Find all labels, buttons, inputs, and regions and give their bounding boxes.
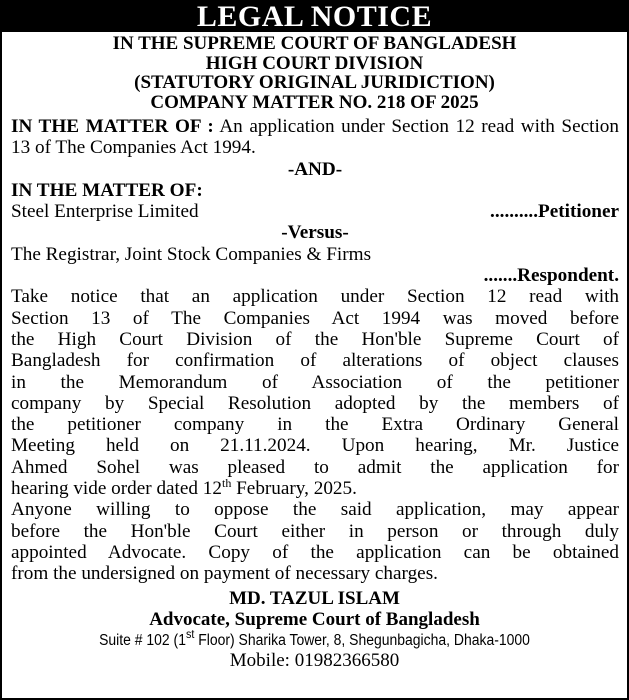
matter-two-label: IN THE MATTER OF: <box>11 179 203 201</box>
court-header <box>2 34 627 112</box>
petitioner-role: ..........Petitioner <box>490 201 619 223</box>
respondent-name: The Registrar, Joint Stock Companies & Firms <box>11 243 372 265</box>
notice-line: Meeting held on 21.11.2024. Upon hearing, Mr. Justice <box>11 435 619 457</box>
order-date-month: February, 2025. <box>231 478 357 500</box>
matter-one-label: IN THE MATTER OF : <box>11 116 214 137</box>
notice-line-last <box>11 478 619 499</box>
notice-line: the High Court Division of the Hon'ble Supreme Court of <box>11 328 619 350</box>
notice-body <box>2 116 627 585</box>
oppose-line: Anyone willing to oppose the said application, may appear <box>11 499 619 521</box>
oppose-line: appointed Advocate. Copy of the application can be obtained <box>11 541 619 563</box>
and-separator: -AND- <box>287 158 343 180</box>
oppose-paragraph <box>11 499 619 584</box>
signatory-title: Advocate, Supreme Court of Bangladesh <box>149 608 480 630</box>
signatory-mobile: Mobile: 01982366580 <box>229 649 400 671</box>
matter-one-text: An application under Section 12 read with Section 13 of The Companies Act 1994. <box>11 116 619 159</box>
ordinal-suffix: th <box>221 476 232 491</box>
notice-line: Take notice that an application under Section 12 read with <box>11 286 619 308</box>
address-start: Suite # 102 (1 <box>99 631 186 649</box>
matter-one <box>11 116 619 159</box>
court-jurisdiction: (STATUTORY ORIGINAL JURIDICTION) <box>134 72 495 93</box>
floor-suffix: st <box>185 626 195 641</box>
matter-number: COMPANY MATTER NO. 218 OF 2025 <box>150 91 479 113</box>
notice-line: Section 13 of The Companies Act 1994 was moved before <box>11 307 619 329</box>
notice-line: the petitioner company in the Extra Ordinary General <box>11 414 619 436</box>
signatory-address <box>33 626 596 651</box>
order-date-text: hearing vide order dated 12 <box>11 478 222 500</box>
petitioner-row <box>11 201 619 222</box>
notice-line: company by Special Resolution adopted by the members of <box>11 392 619 414</box>
petitioner-name: Steel Enterprise Limited <box>11 201 199 223</box>
notice-line: Bangladesh for confirmation of alterations of object clauses <box>11 350 619 372</box>
oppose-line: before the Hon'ble Court either in person or through duly <box>11 520 619 542</box>
signatory-name: MD. TAZUL ISLAM <box>229 587 400 609</box>
oppose-line-last: from the undersigned on payment of necessary charges. <box>11 563 438 585</box>
notice-banner: LEGAL NOTICE <box>2 2 627 32</box>
respondent-role: .......Respondent. <box>483 265 619 287</box>
notice-paragraph <box>11 286 619 499</box>
court-division: HIGH COURT DIVISION <box>205 52 424 74</box>
versus-separator: -Versus- <box>281 222 349 244</box>
notice-line: in the Memorandum of Association of the petitioner <box>11 371 619 393</box>
address-rest: Floor) Sharika Tower, 8, Shegunbagicha, Dhaka-1000 <box>194 631 530 649</box>
court-name: IN THE SUPREME COURT OF BANGLADESH <box>112 33 517 54</box>
notice-line: Ahmed Sohel was pleased to admit the application for <box>11 456 619 478</box>
